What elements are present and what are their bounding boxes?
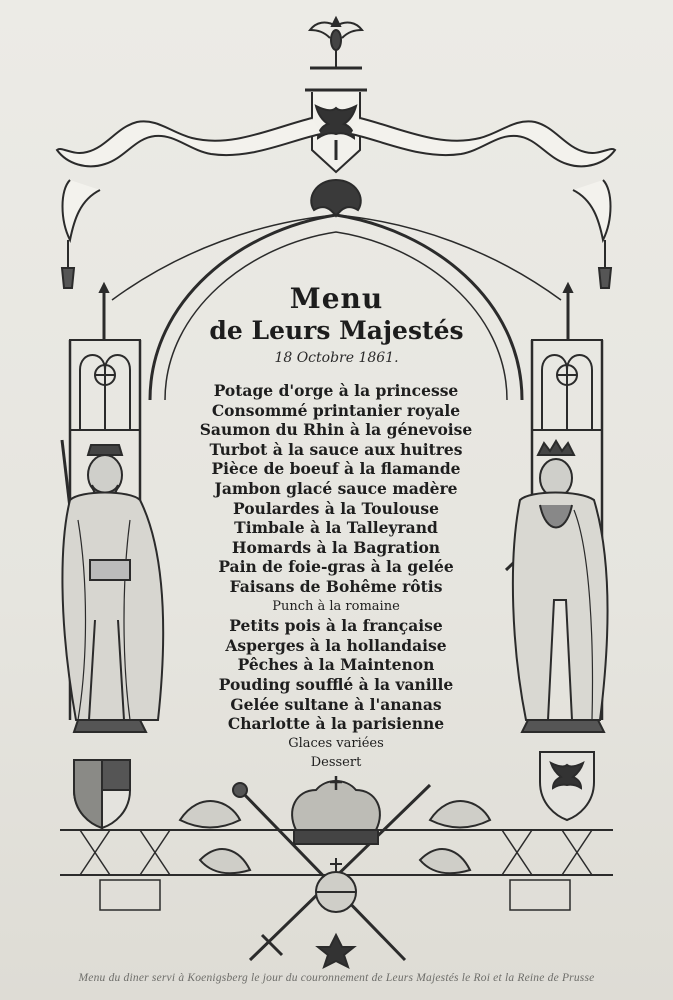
dish-item: Pièce de boeuf à la flamande xyxy=(211,459,461,479)
dish-item: Faisans de Bohême rôtis xyxy=(229,576,443,596)
dish-item: Pain de foie-gras à la gelée xyxy=(218,557,454,577)
king-figure xyxy=(506,441,608,732)
dish-item: Asperges à la hollandaise xyxy=(225,635,447,655)
tassel-left xyxy=(62,240,74,288)
menu-subtitle: de Leurs Majestés xyxy=(209,316,464,345)
menu-title: Menu xyxy=(289,282,384,315)
dish-item: Pêches à la Maintenon xyxy=(237,655,435,675)
dish-item: Poulardes à la Toulouse xyxy=(233,498,439,518)
knight-figure xyxy=(62,440,163,732)
dish-item: Timbale à la Talleyrand xyxy=(234,518,438,538)
crown-icon xyxy=(292,776,380,844)
eagle-shield-icon xyxy=(540,752,594,820)
menu-date: 18 Octobre 1861. xyxy=(274,350,399,366)
dish-item: Dessert xyxy=(310,755,362,771)
tassel-right xyxy=(599,240,611,288)
dish-item: Consommé printanier royale xyxy=(211,400,461,420)
dish-item: Pouding soufflé à la vanille xyxy=(218,674,454,694)
dish-item: Homards à la Bagration xyxy=(231,537,441,557)
dish-item: Glaces variées xyxy=(288,735,384,751)
orb-icon xyxy=(316,858,356,912)
dish-item: Saumon du Rhin à la génevoise xyxy=(199,420,473,440)
dish-item: Charlotte à la parisienne xyxy=(227,714,445,734)
dish-item: Potage d'orge à la princesse xyxy=(213,381,459,400)
dish-item: Petits pois à la française xyxy=(229,616,443,636)
dish-item: Punch à la romaine xyxy=(272,598,400,614)
dish-item: Turbot à la sauce aux huitres xyxy=(209,439,463,459)
footer-caption: Menu du diner servi à Koenigsberg le jour du couronnement de Leurs Majestés le Roi et la Reine de Prusse xyxy=(78,972,595,984)
order-cross-icon xyxy=(318,935,354,967)
eagle-finial-icon xyxy=(310,18,362,68)
coat-of-arms-icon xyxy=(74,760,130,828)
dish-item: Gelée sultane à l'ananas xyxy=(230,694,442,714)
dish-item: Jambon glacé sauce madère xyxy=(214,478,458,498)
dish-list xyxy=(186,381,486,773)
